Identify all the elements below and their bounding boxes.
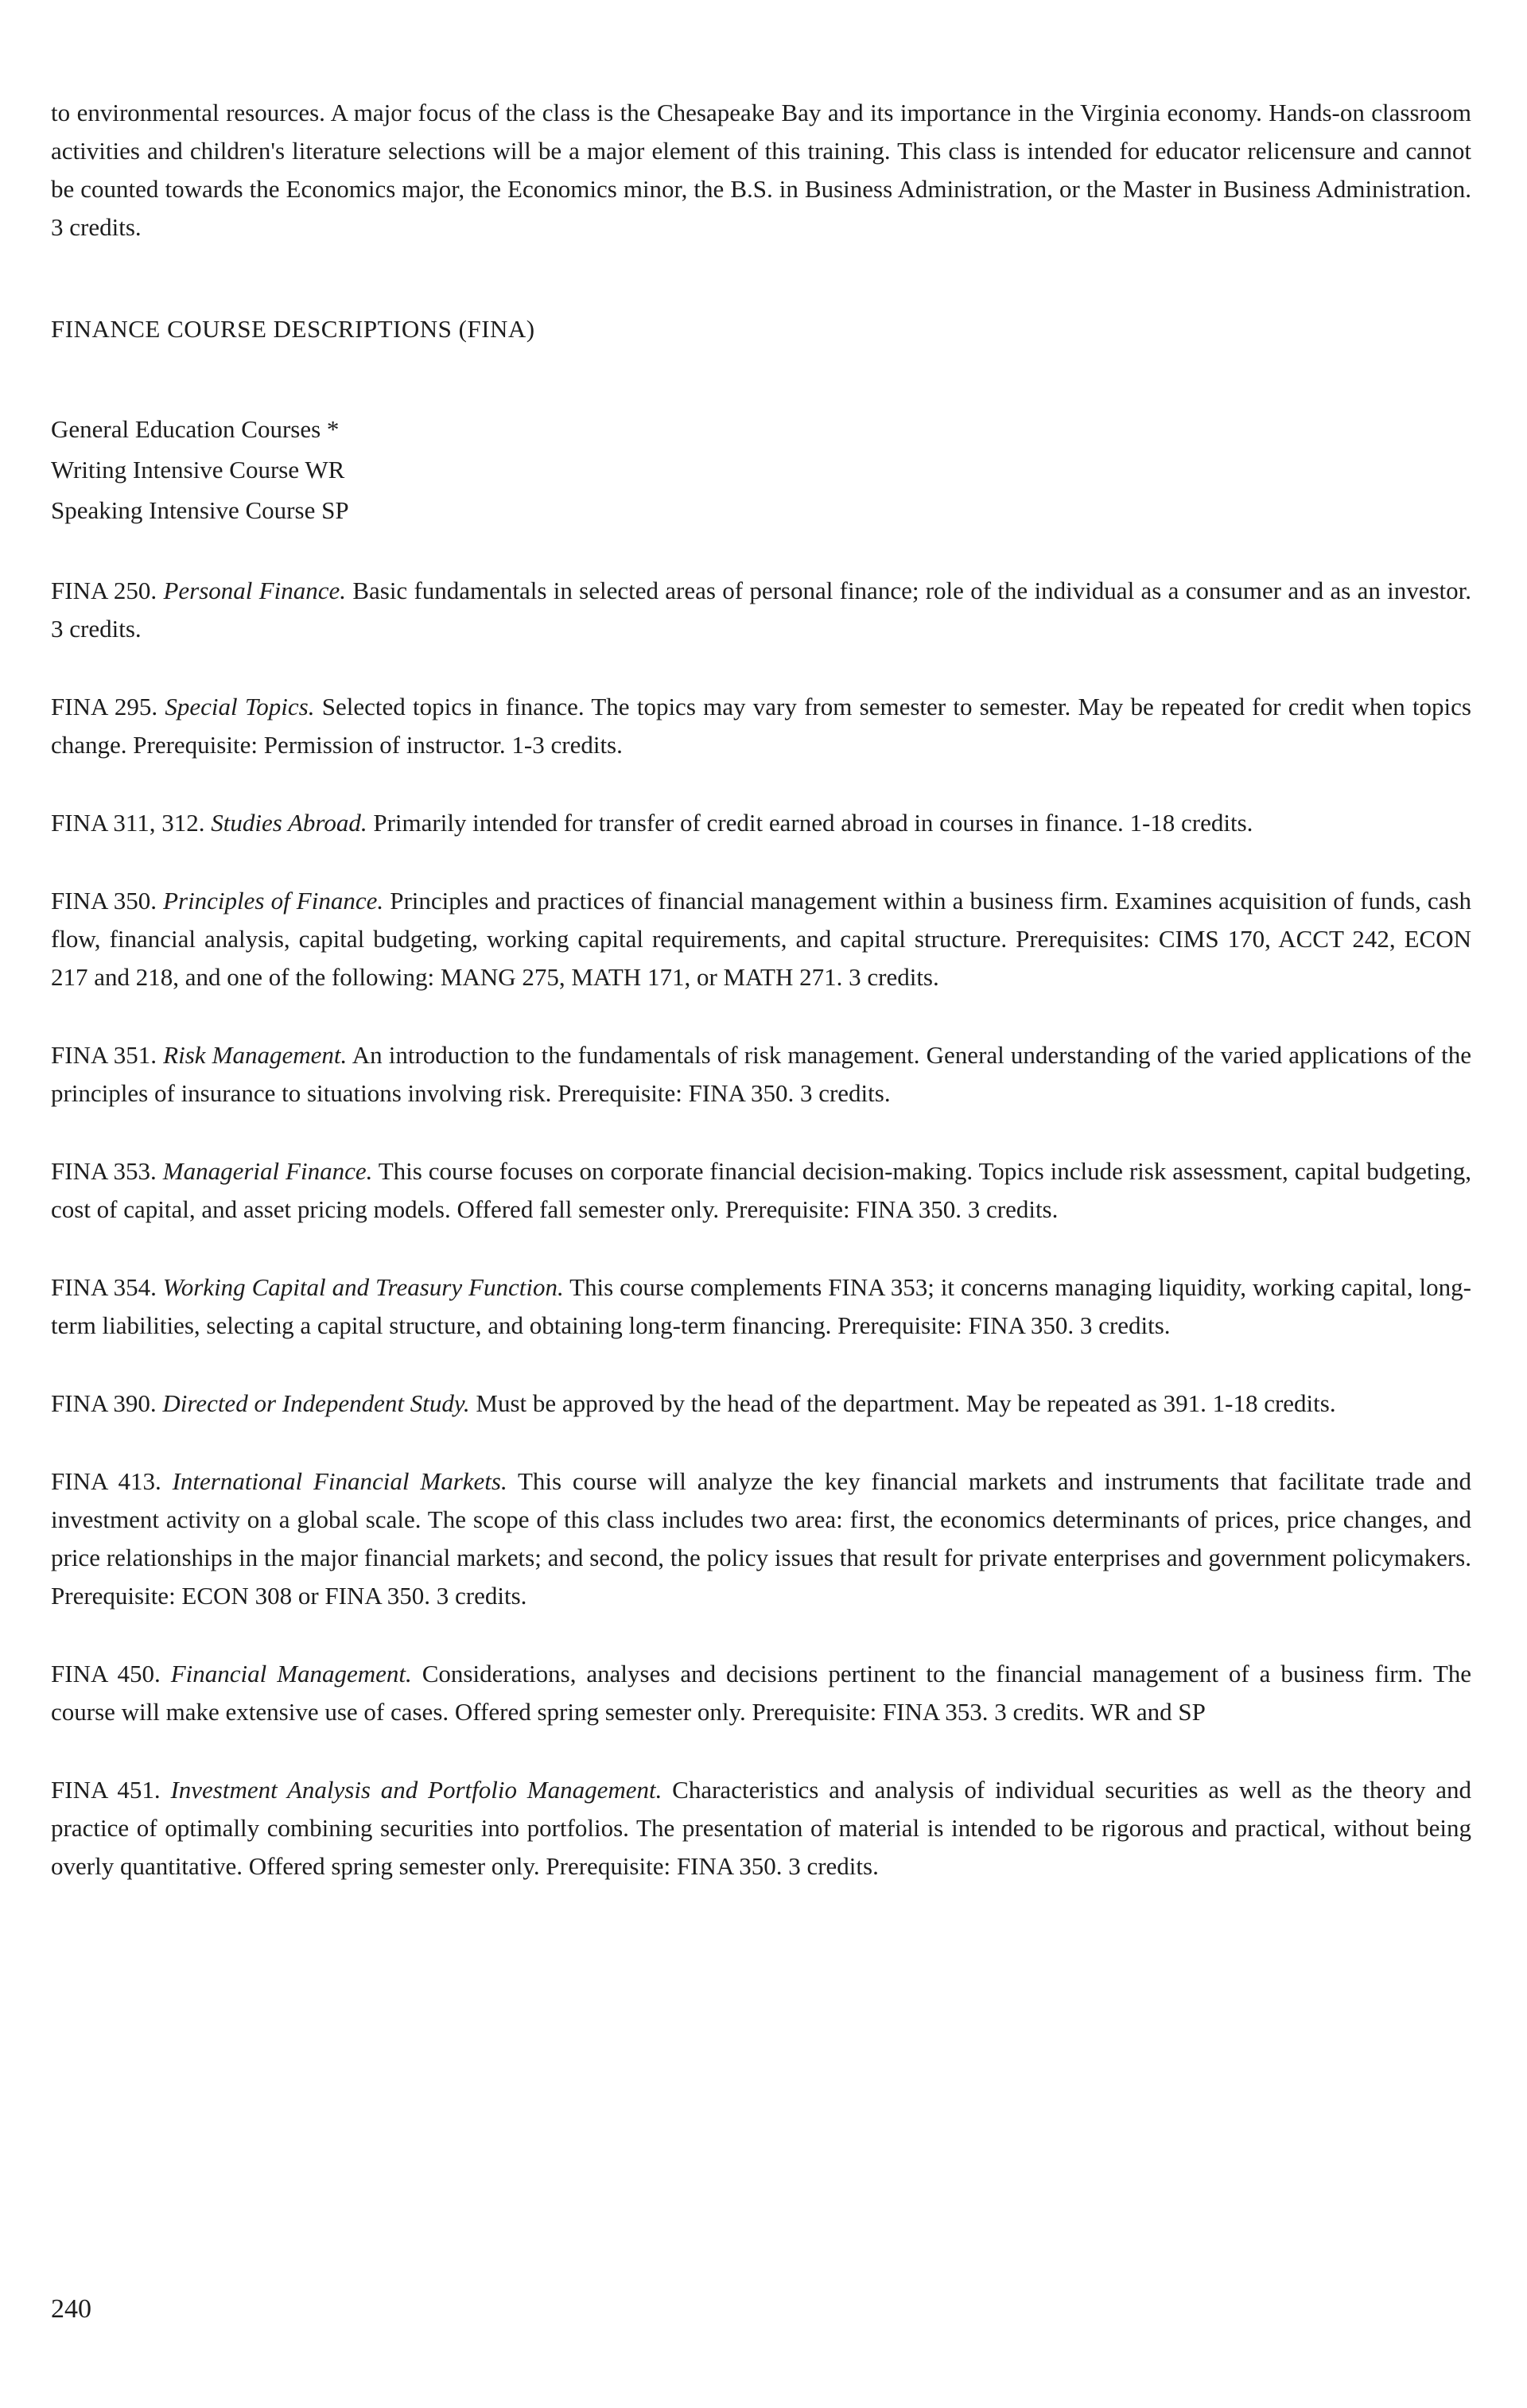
course-title: Working Capital and Treasury Function. [162,1273,564,1301]
course-fina-413 [51,1462,1471,1615]
course-code: FINA 250. [51,577,157,604]
course-fina-390 [51,1385,1471,1423]
course-description: This course complements FINA 353; it concerns managing liquidity, working capital, long-term liabilities, selecting a capital structure, and obtaining long-term financing. Prerequisite: FINA 350. 3 credits. [51,1273,1471,1339]
course-code: FINA 413. [51,1467,161,1495]
course-code: FINA 311, 312. [51,809,205,837]
course-fina-311-312 [51,804,1471,842]
course-code: FINA 295. [51,693,158,720]
course-code: FINA 354. [51,1273,157,1301]
course-fina-354 [51,1268,1471,1345]
legend-writing-intensive: Writing Intensive Course WR [51,456,345,484]
page-number: 240 [51,2294,91,2324]
course-legend [51,409,1471,530]
course-title: Managerial Finance. [162,1157,373,1185]
course-title: Principles of Finance. [163,887,384,915]
course-title: Financial Management. [170,1660,412,1688]
course-title: International Financial Markets. [172,1467,507,1495]
course-code: FINA 350. [51,887,157,915]
course-description: Principles and practices of financial management within a business firm. Examines acquisition of funds, cash flow, financial analysis, capital budgeting, working capital requirements, and capital structure. Prerequisites: CIMS 170, ACCT 242, ECON 217 and 218, and one of the following: MANG 275, MATH 171, or MATH 271. 3 credits. [51,887,1471,991]
course-description: Basic fundamentals in selected areas of personal finance; role of the individual as a consumer and as an investor. 3 credits. [51,577,1472,643]
course-title: Investment Analysis and Portfolio Management. [170,1776,662,1804]
intro-paragraph: to environmental resources. A major focus of the class is the Chesapeake Bay and its importance in the Virginia economy. Hands-on classroom activities and children's literature selections will be a major element of this training. This class is intended for educator relicensure and cannot be counted towards the Economics major, the Economics minor, the B.S. in Business Administration, or the Master in Business Administration. 3 credits. [51,99,1471,241]
course-description: Characteristics and analysis of individual securities as well as the theory and practice of optimally combining securities into portfolios. The presentation of material is intended to be rigorous and practical, without being overly quantitative. Offered spring semester only. Prerequisite: FINA 350. 3 credits. [51,1776,1472,1880]
course-fina-353 [51,1152,1471,1229]
course-fina-450 [51,1655,1471,1731]
course-fina-295 [51,688,1471,764]
course-description: This course will analyze the key financial markets and instruments that facilitate trade and investment activity on a global scale. The scope of this class includes two area: first, the economics determinants of prices, price changes, and price relationships in the major financial markets; and second, the policy issues that result for private enterprises and government policymakers. Prerequisite: ECON 308 or FINA 350. 3 credits. [51,1467,1471,1610]
course-title: Special Topics. [165,693,315,720]
course-code: FINA 451. [51,1776,161,1804]
course-title: Directed or Independent Study. [162,1389,470,1417]
legend-speaking-intensive: Speaking Intensive Course SP [51,496,349,524]
course-description: Considerations, analyses and decisions pertinent to the financial management of a business firm. The course will make extensive use of cases. Offered spring semester only. Prerequisite: FINA 353. 3 credits. WR and SP [51,1660,1472,1726]
course-description: This course focuses on corporate financial decision-making. Topics include risk assessment, capital budgeting, cost of capital, and asset pricing models. Offered fall semester only. Prerequisite: FINA 350. 3 credits. [51,1157,1471,1223]
course-description: An introduction to the fundamentals of risk management. General understanding of the varied applications of the principles of insurance to situations involving risk. Prerequisite: FINA 350. 3 credits. [51,1041,1471,1107]
course-description: Primarily intended for transfer of credit earned abroad in courses in finance. 1-18 credits. [373,809,1253,837]
course-fina-250 [51,572,1471,648]
course-code: FINA 390. [51,1389,157,1417]
course-description: Must be approved by the head of the department. May be repeated as 391. 1-18 credits. [476,1389,1336,1417]
course-title: Risk Management. [163,1041,348,1069]
course-title: Studies Abroad. [211,809,367,837]
legend-general-education: General Education Courses * [51,415,340,443]
course-description: Selected topics in finance. The topics may vary from semester to semester. May be repeated for credit when topics change. Prerequisite: Permission of instructor. 1-3 credits. [51,693,1471,759]
course-code: FINA 353. [51,1157,157,1185]
catalog-page [51,94,1471,1925]
course-code: FINA 450. [51,1660,161,1688]
course-fina-351 [51,1036,1471,1113]
course-fina-451 [51,1771,1471,1886]
section-title: FINANCE COURSE DESCRIPTIONS (FINA) [51,315,535,343]
course-fina-350 [51,882,1471,996]
course-code: FINA 351. [51,1041,157,1069]
course-title: Personal Finance. [163,577,347,604]
